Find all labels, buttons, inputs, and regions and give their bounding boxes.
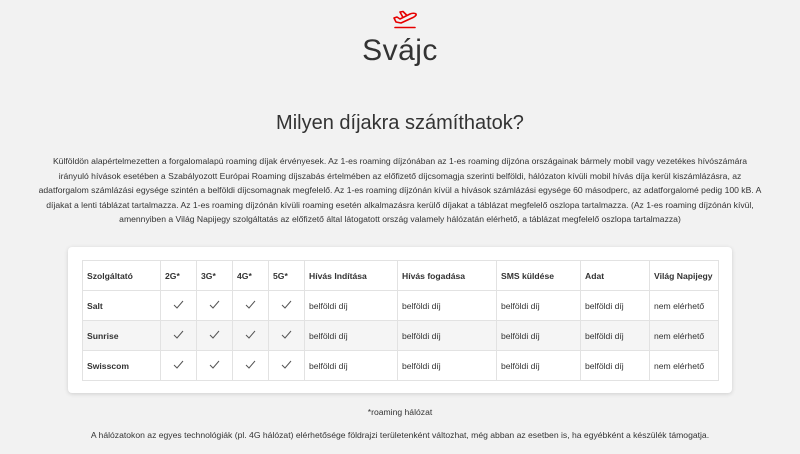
airplane-takeoff-icon: [392, 8, 418, 30]
call-in-cell: belföldi díj: [398, 291, 497, 321]
provider-cell: Salt: [83, 291, 161, 321]
table-header-row: [83, 261, 719, 291]
section-heading: Milyen díjakra számíthatok?: [276, 112, 524, 134]
checkmark-icon: [233, 291, 269, 321]
checkmark-icon: [197, 291, 233, 321]
column-header: 4G*: [233, 261, 269, 291]
column-header: 5G*: [269, 261, 305, 291]
roaming-network-note: *roaming hálózat: [367, 407, 433, 417]
footer-note: A hálózatokon az egyes technológiák (pl. 4G hálózat) elérhetősége földrajzi területenként változhat, még abban az esetben is, ha egyébként a készülék támogatja.: [90, 430, 710, 440]
data-cell: belföldi díj: [581, 321, 650, 351]
checkmark-icon: [269, 321, 305, 351]
table-row: [83, 291, 719, 321]
checkmark-icon: [161, 291, 197, 321]
column-header: 2G*: [161, 261, 197, 291]
checkmark-icon: [269, 351, 305, 381]
provider-cell: Swisscom: [83, 351, 161, 381]
checkmark-icon: [269, 291, 305, 321]
call-out-cell: belföldi díj: [305, 321, 398, 351]
column-header: Hívás Indítása: [305, 261, 398, 291]
column-header: 3G*: [197, 261, 233, 291]
tariff-card: [68, 247, 732, 393]
provider-cell: Sunrise: [83, 321, 161, 351]
world-daily-cell: nem elérhető: [650, 291, 719, 321]
world-daily-cell: nem elérhető: [650, 351, 719, 381]
checkmark-icon: [233, 351, 269, 381]
sms-cell: belföldi díj: [497, 351, 581, 381]
tariff-table: [82, 260, 719, 381]
checkmark-icon: [161, 351, 197, 381]
call-out-cell: belföldi díj: [305, 351, 398, 381]
table-row: [83, 351, 719, 381]
call-in-cell: belföldi díj: [398, 321, 497, 351]
sms-cell: belföldi díj: [497, 291, 581, 321]
data-cell: belföldi díj: [581, 351, 650, 381]
call-out-cell: belföldi díj: [305, 291, 398, 321]
sms-cell: belföldi díj: [497, 321, 581, 351]
data-cell: belföldi díj: [581, 291, 650, 321]
call-in-cell: belföldi díj: [398, 351, 497, 381]
column-header: Szolgáltató: [83, 261, 161, 291]
world-daily-cell: nem elérhető: [650, 321, 719, 351]
checkmark-icon: [197, 321, 233, 351]
checkmark-icon: [197, 351, 233, 381]
table-row: [83, 321, 719, 351]
column-header: SMS küldése: [497, 261, 581, 291]
intro-paragraph: Külföldön alapértelmezetten a forgalomalapú roaming díjak érvényesek. Az 1-es roaming díjzónában az 1-es roaming díjzóna országainak bármely mobil vagy vezetékes hívószámára irányuló hívások esetében a Szabályozott Európai Roaming díjszabás értelmében az előfizető díjcsomagja szerinti belföldi, hálózaton kívüli mobil hívás díja kerül kiszámlázásra, az adatforgalom számlázási egysége szintén a belföldi díjcsomagnak megfelelő. Az 1-es roaming díjzónán kívül a hívások számlázási egysége 60 másodperc, az adatforgalomé pedig 100 kB. A díjakat a lenti táblázat tartalmazza. Az 1-es roaming díjzónán kívüli roaming esetén alkalmazásra kerülő díjakat a táblázat megfelelő oszlopa tartalmazza. (Az 1-es roaming díjzónán kívül, amennyiben a Világ Napijegy szolgáltatás az előfizető által látogatott ország valamely hálózatán elérhető, a táblázat megfelelő oszlopa tartalmazza): [38, 156, 762, 225]
column-header: Hívás fogadása: [398, 261, 497, 291]
column-header: Adat: [581, 261, 650, 291]
column-header: Világ Napijegy: [650, 261, 719, 291]
checkmark-icon: [233, 321, 269, 351]
page-title: Svájc: [362, 34, 438, 67]
checkmark-icon: [161, 321, 197, 351]
